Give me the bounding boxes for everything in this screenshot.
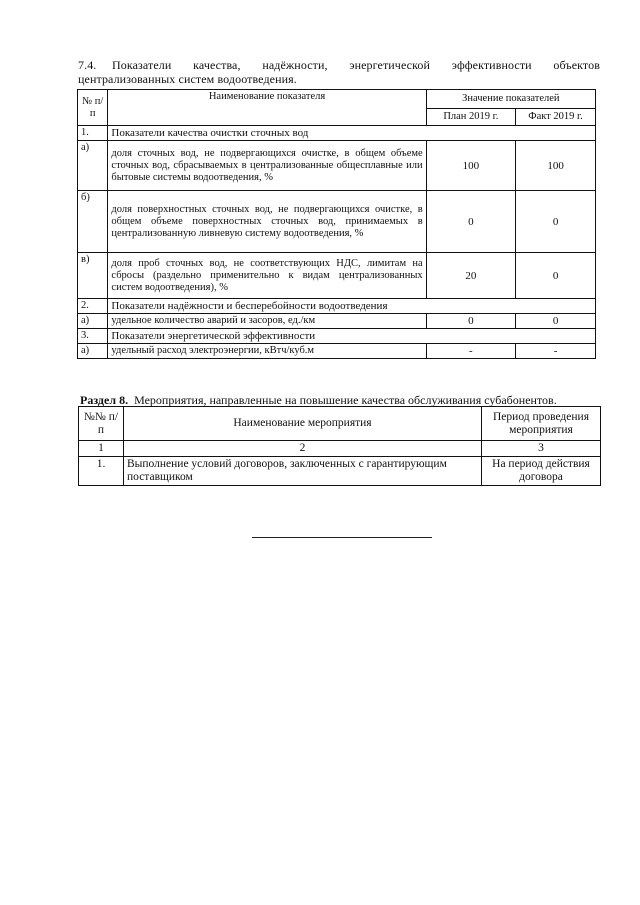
row-num: 3. bbox=[78, 329, 108, 344]
header-name: Наименование мероприятия bbox=[124, 407, 482, 441]
quality-indicators-table bbox=[77, 89, 596, 359]
row-section-name: Показатели энергетической эффективности bbox=[108, 329, 596, 344]
col-number: 1 bbox=[79, 441, 124, 457]
row-num: 2. bbox=[78, 299, 108, 314]
table-row bbox=[78, 126, 596, 141]
section-title: Мероприятия, направленные на повышение качества обслуживания субабонентов. bbox=[134, 393, 557, 407]
row-fact: 0 bbox=[516, 253, 596, 299]
section-8-heading bbox=[80, 393, 605, 407]
row-num: б) bbox=[78, 191, 108, 253]
row-plan: 0 bbox=[426, 191, 515, 253]
row-name: доля проб сточных вод, не соответствующих НДС, лимитам на сбросы (раздельно применительно к видам централизованных систем водоотведения), % bbox=[108, 253, 426, 299]
header-num: №№ п/п bbox=[79, 407, 124, 441]
col-number: 3 bbox=[482, 441, 601, 457]
table-row bbox=[78, 314, 596, 329]
row-period: На период действия договора bbox=[482, 457, 601, 486]
row-num: в) bbox=[78, 253, 108, 299]
table-row bbox=[78, 299, 596, 314]
row-fact: 0 bbox=[516, 314, 596, 329]
table-header-row bbox=[79, 407, 601, 441]
header-name: Наименование показателя bbox=[108, 90, 426, 126]
row-fact: 0 bbox=[516, 191, 596, 253]
row-name: доля сточных вод, не подвергающихся очистке, в общем объеме сточных вод, сбрасываемых в централизованные общесплавные или бытовые системы водоотведения, % bbox=[108, 141, 426, 191]
table-row bbox=[78, 141, 596, 191]
table-header-row bbox=[78, 90, 596, 109]
row-num: а) bbox=[78, 141, 108, 191]
row-num: 1. bbox=[79, 457, 124, 486]
header-fact: Факт 2019 г. bbox=[516, 109, 596, 126]
table-row bbox=[78, 344, 596, 359]
section-number: 7.4. bbox=[78, 58, 97, 72]
row-plan: 100 bbox=[426, 141, 515, 191]
row-fact: - bbox=[516, 344, 596, 359]
table-row bbox=[78, 329, 596, 344]
row-name: удельное количество аварий и засоров, ед./км bbox=[108, 314, 426, 329]
row-section-name: Показатели качества очистки сточных вод bbox=[108, 126, 596, 141]
row-num: 1. bbox=[78, 126, 108, 141]
row-section-name: Показатели надёжности и бесперебойности водоотведения bbox=[108, 299, 596, 314]
section-label: Раздел 8. bbox=[80, 393, 129, 407]
row-num: а) bbox=[78, 314, 108, 329]
row-plan: 0 bbox=[426, 314, 515, 329]
row-fact: 100 bbox=[516, 141, 596, 191]
section-7-4-heading bbox=[78, 58, 600, 86]
section-title: Показатели качества, надёжности, энергетической эффективности объектов централизованных систем водоотведения. bbox=[78, 58, 600, 86]
row-name: доля поверхностных сточных вод, не подвергающихся очистке, в общем объеме поверхностных сточных вод, принимаемых в централизованную ливневую систему водоотведения, % bbox=[108, 191, 426, 253]
col-number: 2 bbox=[124, 441, 482, 457]
row-name: удельный расход электроэнергии, кВтч/куб.м bbox=[108, 344, 426, 359]
header-plan: План 2019 г. bbox=[426, 109, 515, 126]
table-row bbox=[79, 457, 601, 486]
column-number-row bbox=[79, 441, 601, 457]
row-num: а) bbox=[78, 344, 108, 359]
row-plan: 20 bbox=[426, 253, 515, 299]
table-row bbox=[78, 253, 596, 299]
measures-table bbox=[78, 406, 601, 486]
row-plan: - bbox=[426, 344, 515, 359]
table-row bbox=[78, 191, 596, 253]
separator-line bbox=[252, 537, 432, 538]
header-period: Период проведения мероприятия bbox=[482, 407, 601, 441]
header-num: № п/п bbox=[78, 90, 108, 126]
row-name: Выполнение условий договоров, заключенных с гарантирующим поставщиком bbox=[124, 457, 482, 486]
header-values: Значение показателей bbox=[426, 90, 595, 109]
